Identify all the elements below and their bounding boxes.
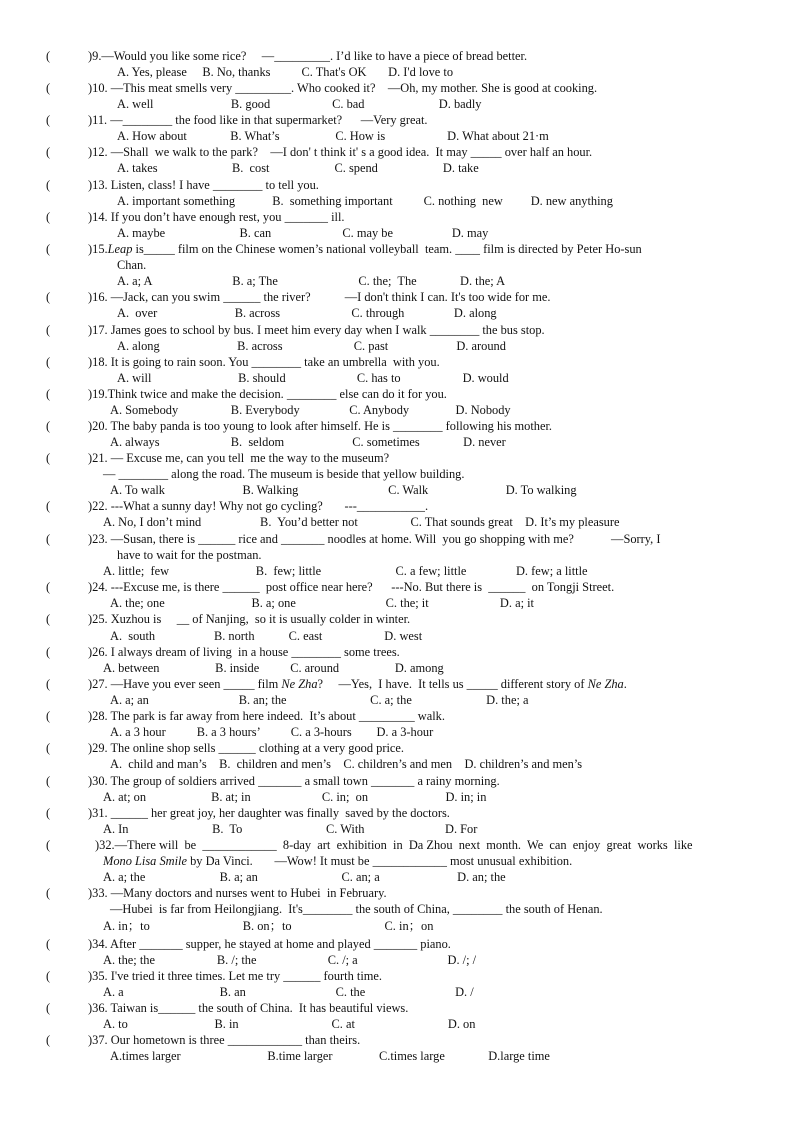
question-text-line: A. always B. seldom C. sometimes D. never [110, 435, 506, 449]
question-line: )28. The park is far away from here indeed. It’s about _________ walk. [88, 709, 445, 723]
answer-paren: ( [46, 145, 51, 159]
question-text-line: A. a; A B. a; The C. the; The D. the; A [117, 274, 506, 288]
question-text-line: Mono Lisa Smile by Da Vinci. —Wow! It must be ____________ most unusual exhibition. [103, 854, 573, 868]
question-text-line: A. To walk B. Walking C. Walk D. To walking [110, 483, 577, 497]
question-text-line: A. between B. inside C. around D. among [103, 661, 444, 675]
question-text-line: A. a 3 hour B. a 3 hours’ C. a 3-hours D. a 3-hour [110, 725, 434, 739]
answer-paren: ( [46, 1001, 51, 1015]
question-line: )33. —Many doctors and nurses went to Hubei in February. [88, 886, 387, 900]
answer-paren: ( [46, 645, 51, 659]
answer-paren: ( [46, 937, 51, 951]
question-line: )12. —Shall we walk to the park? —I don' t think it' s a good idea. It may _____ over half an hour. [88, 145, 593, 159]
question-text-line: — ________ along the road. The museum is beside that yellow building. [103, 467, 465, 481]
question-text-line: A. to B. in C. at D. on [103, 1017, 476, 1031]
answer-paren: ( [46, 81, 51, 95]
question-line: )35. I've tried it three times. Let me try ______ fourth time. [88, 969, 383, 983]
question-text-line: A. maybe B. can C. may be D. may [117, 226, 489, 240]
question-text-line: A.times larger B.time larger C.times large D.large time [110, 1049, 550, 1063]
question-line: )24. ---Excuse me, is there ______ post office near here? ---No. But there is ______ on Tongji Street. [88, 580, 615, 594]
answer-paren: ( [46, 419, 51, 433]
question-line: )36. Taiwan is______ the south of China. It has beautiful views. [88, 1001, 409, 1015]
question-text-line: A. How about B. What’s C. How is D. What about 21·m [117, 129, 549, 143]
question-text-line: A. a B. an C. the D. / [103, 985, 474, 999]
answer-paren: ( [46, 49, 51, 63]
question-line: )23. —Susan, there is ______ rice and _______ noodles at home. Will you go shopping with me? —Sorry, I [88, 532, 661, 546]
question-text-line: A. Yes, please B. No, thanks C. That's OK D. I'd love to [117, 65, 454, 79]
question-text-line: A. in；to B. on；to C. in；on [103, 919, 434, 933]
question-text-line: A. a; the B. a; an C. an; a D. an; the [103, 870, 506, 884]
question-text-line: —Hubei is far from Heilongjiang. It's________ the south of China, ________ the south of Henan. [110, 902, 603, 916]
question-line: )31. ______ her great joy, her daughter was finally saved by the doctors. [88, 806, 450, 820]
question-line: )10. —This meat smells very _________. Who cooked it? —Oh, my mother. She is good at cooking. [88, 81, 598, 95]
question-text-line: A. Somebody B. Everybody C. Anybody D. Nobody [110, 403, 511, 417]
answer-paren: ( [46, 451, 51, 465]
answer-paren: ( [46, 242, 51, 256]
question-line: )16. —Jack, can you swim ______ the river? —I don't think I can. It's too wide for me. [88, 290, 551, 304]
answer-paren: ( [46, 969, 51, 983]
question-text-line: A. south B. north C. east D. west [110, 629, 423, 643]
question-line: )14. If you don’t have enough rest, you _______ ill. [88, 210, 345, 224]
question-line: )13. Listen, class! I have ________ to tell you. [88, 178, 319, 192]
question-text-line: A. will B. should C. has to D. would [117, 371, 509, 385]
answer-paren: ( [46, 580, 51, 594]
question-text-line: A. the; the B. /; the C. /; a D. /; / [103, 953, 477, 967]
answer-paren: ( [46, 178, 51, 192]
question-line: )25. Xuzhou is __ of Nanjing, so it is usually colder in winter. [88, 612, 411, 626]
question-line: )27. —Have you ever seen _____ film Ne Zha? —Yes, I have. It tells us _____ different story of Ne Zha. [88, 677, 627, 691]
question-text-line: A. important something B. something important C. nothing new D. new anything [117, 194, 613, 208]
question-line: )9.—Would you like some rice? —_________. I’d like to have a piece of bread better. [88, 49, 528, 63]
answer-paren: ( [46, 355, 51, 369]
answer-paren: ( [46, 532, 51, 546]
answer-paren: ( [46, 709, 51, 723]
question-text-line: have to wait for the postman. [117, 548, 262, 562]
answer-paren: ( [46, 741, 51, 755]
answer-paren: ( [46, 774, 51, 788]
answer-paren: ( [46, 210, 51, 224]
answer-paren: ( [46, 886, 51, 900]
question-line: )22. ---What a sunny day! Why not go cycling? ---___________. [88, 499, 429, 513]
answer-paren: ( [46, 113, 51, 127]
question-text-line: A. little; few B. few; little C. a few; little D. few; a little [103, 564, 588, 578]
question-text-line: A. child and man’s B. children and men’s C. children’s and men D. children’s and men’s [110, 757, 583, 771]
question-line: )19.Think twice and make the decision. ________ else can do it for you. [88, 387, 447, 401]
answer-paren: ( [46, 838, 51, 852]
answer-paren: ( [46, 1033, 51, 1047]
question-line: )32.—There will be ____________ 8-day art exhibition in Da Zhou next month. We can enjoy great works like [95, 838, 693, 852]
question-line: )11. —________ the food like in that supermarket? —Very great. [88, 113, 428, 127]
question-text-line: A. well B. good C. bad D. badly [117, 97, 482, 111]
answer-paren: ( [46, 677, 51, 691]
question-line: )18. It is going to rain soon. You ________ take an umbrella with you. [88, 355, 440, 369]
question-line: )20. The baby panda is too young to look after himself. He is ________ following his mother. [88, 419, 553, 433]
answer-paren: ( [46, 387, 51, 401]
question-line: )30. The group of soldiers arrived _______ a small town _______ a rainy morning. [88, 774, 500, 788]
question-text-line: A. a; an B. an; the C. a; the D. the; a [110, 693, 529, 707]
answer-paren: ( [46, 612, 51, 626]
question-text-line: A. at; on B. at; in C. in; on D. in; in [103, 790, 487, 804]
question-text-line: A. In B. To C. With D. For [103, 822, 478, 836]
answer-paren: ( [46, 290, 51, 304]
answer-paren: ( [46, 806, 51, 820]
question-text-line: A. along B. across C. past D. around [117, 339, 506, 353]
question-line: )34. After _______ supper, he stayed at home and played _______ piano. [88, 937, 451, 951]
question-text-line: A. No, I don’t mind B. You’d better not C. That sounds great D. It’s my pleasure [103, 515, 620, 529]
question-text-line: A. over B. across C. through D. along [117, 306, 497, 320]
question-line: )37. Our hometown is three ____________ than theirs. [88, 1033, 361, 1047]
question-line: )21. — Excuse me, can you tell me the way to the museum? [88, 451, 390, 465]
answer-paren: ( [46, 499, 51, 513]
question-text-line: A. the; one B. a; one C. the; it D. a; it [110, 596, 535, 610]
question-line: )17. James goes to school by bus. I meet him every day when I walk ________ the bus stop. [88, 323, 545, 337]
question-text-line: Chan. [117, 258, 147, 272]
answer-paren: ( [46, 323, 51, 337]
question-line: )15.Leap is_____ film on the Chinese women’s national volleyball team. ____ film is directed by Peter Ho-sun [88, 242, 642, 256]
question-line: )26. I always dream of living in a house ________ some trees. [88, 645, 400, 659]
question-text-line: A. takes B. cost C. spend D. take [117, 161, 479, 175]
question-line: )29. The online shop sells ______ clothing at a very good price. [88, 741, 405, 755]
